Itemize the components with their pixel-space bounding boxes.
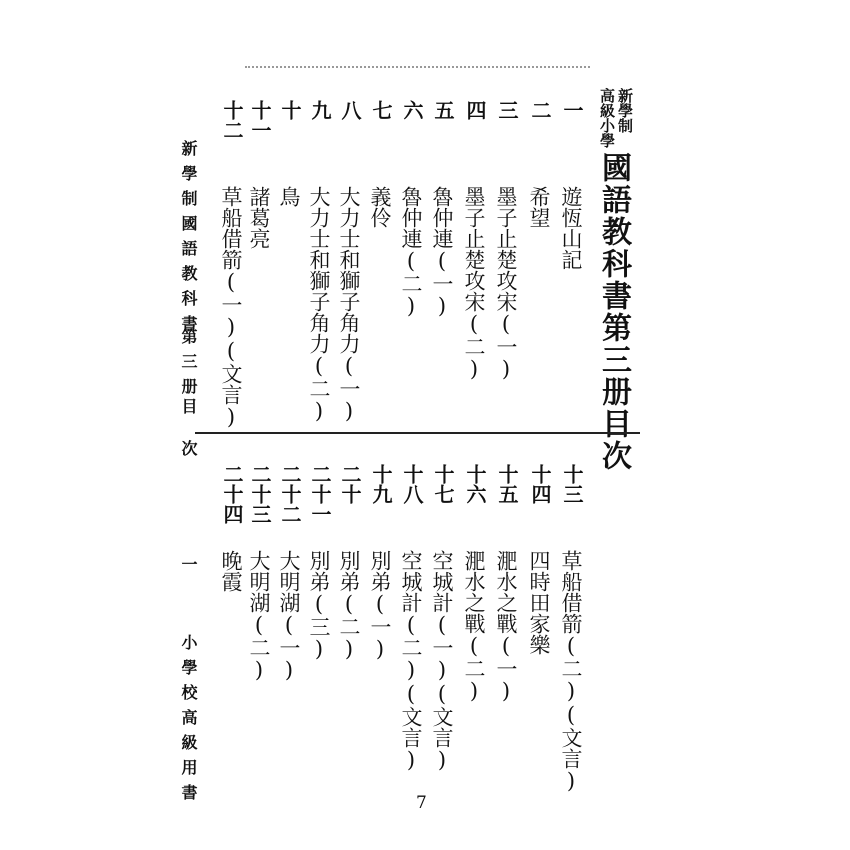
page-title: 國語教科書第三册目次 bbox=[596, 152, 631, 472]
entry-number: 二十三 bbox=[248, 464, 272, 524]
side-ci: 次 bbox=[179, 440, 198, 465]
entry-title: 空城計(二)(文言) bbox=[399, 550, 423, 772]
top-dotted-border bbox=[245, 66, 590, 68]
entry-title: 鳥 bbox=[277, 186, 301, 207]
entry-number: 五 bbox=[431, 100, 455, 120]
entry-title: 墨子止楚攻宋(一) bbox=[494, 186, 518, 381]
entry-number: 二 bbox=[528, 100, 552, 120]
entry-title: 大明湖(一) bbox=[277, 550, 301, 682]
entry-title: 大明湖(二) bbox=[247, 550, 271, 682]
entry-title: 四時田家樂 bbox=[527, 550, 551, 655]
entry-number: 二十四 bbox=[220, 464, 244, 524]
entry-title: 草船借箭(一)(文言) bbox=[219, 186, 243, 429]
page-number: 7 bbox=[416, 793, 427, 813]
entry-title: 別弟(一) bbox=[368, 550, 392, 661]
entry-title: 魯仲連(一) bbox=[430, 186, 454, 318]
entry-title: 晚霞 bbox=[219, 550, 243, 592]
entry-title: 希望 bbox=[527, 186, 551, 228]
entry-title: 空城計(一)(文言) bbox=[430, 550, 454, 772]
header-line-1: 新學制 bbox=[616, 88, 634, 133]
entry-number: 十五 bbox=[495, 464, 519, 504]
entry-number: 七 bbox=[369, 100, 393, 120]
side-usage-note: 小學校高級用書 bbox=[179, 634, 198, 809]
section-divider bbox=[195, 432, 640, 434]
entry-number: 六 bbox=[400, 100, 424, 120]
entry-title: 別弟(二) bbox=[337, 550, 361, 661]
header-line-2: 高級小學 bbox=[598, 88, 616, 148]
entry-number: 十九 bbox=[369, 464, 393, 504]
entry-title: 草船借箭(二)(文言) bbox=[559, 550, 583, 793]
entry-title: 魯仲連(二) bbox=[399, 186, 423, 318]
side-leaf-number: 一 bbox=[179, 556, 198, 581]
entry-number: 十六 bbox=[463, 464, 487, 504]
entry-number: 十七 bbox=[431, 464, 455, 504]
entry-title: 淝水之戰(一) bbox=[494, 550, 518, 703]
side-volume: 第三册 bbox=[179, 328, 198, 403]
entry-number: 十四 bbox=[528, 464, 552, 504]
entry-number: 一 bbox=[560, 100, 584, 120]
entry-title: 大力士和獅子角力(二) bbox=[307, 186, 331, 423]
entry-number: 二十一 bbox=[308, 464, 332, 524]
entry-number: 四 bbox=[463, 100, 487, 120]
entry-number: 二十 bbox=[338, 464, 362, 504]
entry-number: 十八 bbox=[400, 464, 424, 504]
side-book-title: 新學制國語教科書 bbox=[179, 140, 198, 340]
entry-number: 三 bbox=[495, 100, 519, 120]
entry-title: 大力士和獅子角力(一) bbox=[337, 186, 361, 423]
entry-title: 墨子止楚攻宋(二) bbox=[462, 186, 486, 381]
entry-number: 二十二 bbox=[278, 464, 302, 524]
entry-number: 十一 bbox=[248, 100, 272, 140]
entry-title: 淝水之戰(二) bbox=[462, 550, 486, 703]
entry-title: 諸葛亮 bbox=[247, 186, 271, 249]
entry-number: 九 bbox=[308, 100, 332, 120]
entry-number: 十 bbox=[278, 100, 302, 120]
entry-number: 十三 bbox=[560, 464, 584, 504]
entry-number: 八 bbox=[338, 100, 362, 120]
entry-title: 別弟(三) bbox=[307, 550, 331, 661]
entry-title: 義伶 bbox=[368, 186, 392, 228]
entry-title: 遊恆山記 bbox=[559, 186, 583, 270]
entry-number: 十二 bbox=[220, 100, 244, 140]
side-mu: 目 bbox=[179, 398, 198, 423]
